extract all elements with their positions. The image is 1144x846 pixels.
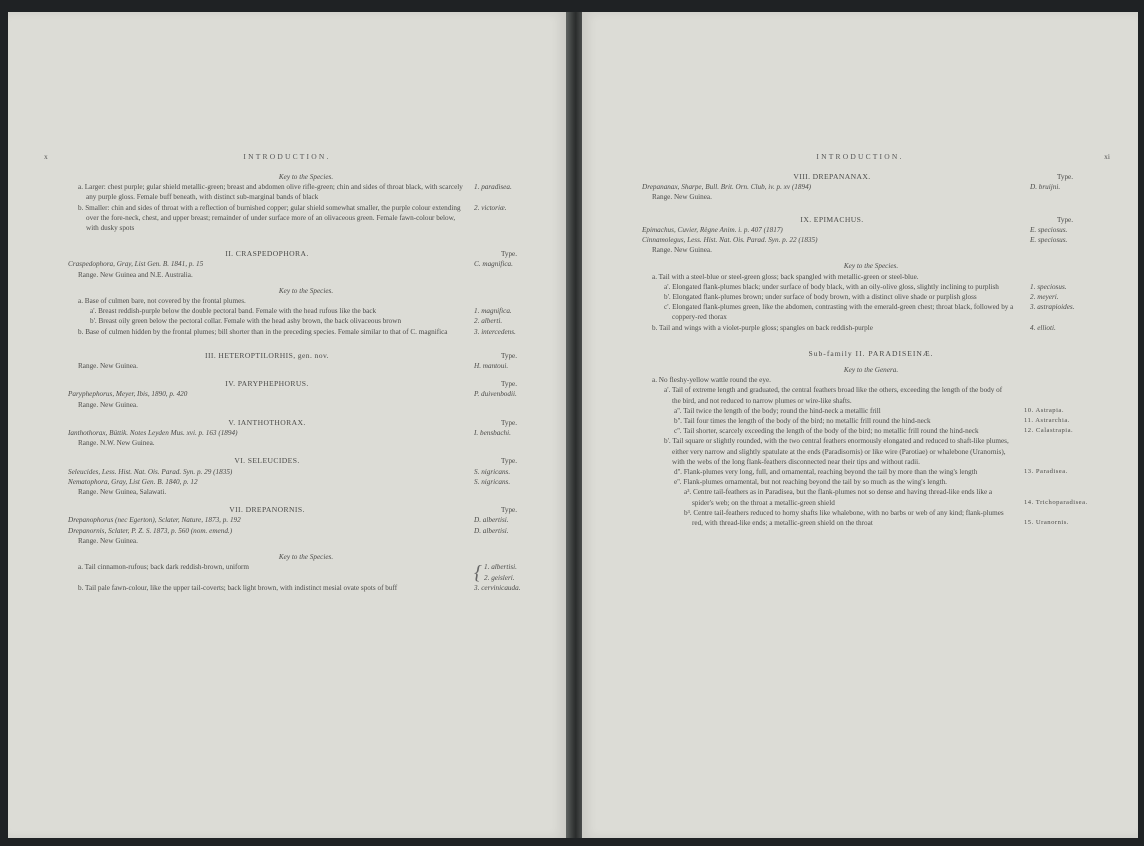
right-content [582, 172, 1138, 528]
genus-key-entry: a³. Centre tail-feathers as in Paradisea, but the flank-plumes not so dense and having thread-like ends like a spider's web; on the throat a metallic-green shield 14. Trichoparadisea. [684, 488, 1088, 507]
range-line: Range. N.W. New Guinea. [78, 439, 155, 448]
book-spine [566, 12, 582, 838]
brace-glyph: { [474, 561, 482, 584]
range-line: Range. New Guinea. H. mantoui. [78, 362, 509, 371]
section-heading-row: III. HETEROPTILORHIS, gen. nov. Type. [205, 350, 518, 360]
key-entry: a. Tail with a steel-blue or steel-green gloss; back spangled with metallic-green or steel-blue. [652, 272, 919, 281]
section-heading-row: IX. EPIMACHUS. Type. [800, 214, 1074, 224]
genus-reference: Paryphephorus, Meyer, Ibis, 1890, p. 420 P. duivenbodii. [68, 390, 517, 399]
section-heading-row: VII. DREPANORNIS. Type. [229, 505, 518, 515]
genus-reference: Epimachus, Cuvier, Règne Anim. i. p. 407 (1817) E. speciosus. [642, 225, 1068, 234]
page-number-left: x [44, 152, 48, 161]
key-title: Key to the Species. [278, 553, 334, 562]
key-title: Key to the Genera. [843, 366, 899, 375]
key-title: Key to the Species. [278, 286, 334, 295]
section-heading-row: V. IANTHOTHORAX. Type. [228, 417, 518, 427]
key-entry: c'. Elongated flank-plumes green, like the abdomen, contrasting with the emerald-green chest; throat black, followed by a coppery-red thorax 3. astrapioides. [664, 303, 1075, 322]
key-entry: a'. Breast reddish-purple below the double pectoral band. Female with the head rufous like the back 1. magnifica. [90, 307, 512, 316]
section-heading-row: IV. PARYPHEPHORUS. Type. [225, 379, 518, 389]
key-entry: b. Tail and wings with a violet-purple gloss; spangles on back reddish-purple 4. ellioti. [652, 323, 1056, 332]
range-line: Range. New Guinea. [78, 536, 138, 545]
key-entry: a. Tail cinnamon-rufous; back dark reddish-brown, uniform { 1. albertisi. 2. geisleri. [78, 561, 517, 584]
genus-reference: Seleucides, Less. Hist. Nat. Ois. Parad. Syn. p. 29 (1835) S. nigricans. [68, 467, 511, 476]
key-title: Key to the Species. [843, 262, 899, 271]
running-head-text: INTRODUCTION. [816, 152, 904, 161]
key-entry: b'. Elongated flank-plumes brown; under surface of body brown, with a distinct olive shade or purplish gloss 2. meyeri. [664, 293, 1059, 302]
genus-key-entry: c''. Tail shorter, scarcely exceeding the length of the body of the bird; no metallic frill round the hind-neck 12. Calastrapia. [674, 427, 1074, 436]
genus-key-entry: a'. Tail of extreme length and graduated, the central feathers broad like the others, exceeding the length of the body of the bird, and not reduced to narrow plumes or wire-like shafts. [664, 386, 1003, 405]
genus-reference: Drepanophorus (nec Egerton), Sclater, Nature, 1873, p. 192 D. albertisi. [68, 516, 509, 525]
range-line: Range. New Guinea and N.E. Australia. [78, 270, 193, 279]
genus-reference: Drepanornis, Sclater, P. Z. S. 1873, p. 560 (nom. emend.) D. albertisi. [68, 526, 509, 535]
genus-reference: Cinnamolegus, Less. Hist. Nat. Ois. Parad. Syn. p. 22 (1835) E. speciosus. [642, 236, 1068, 245]
genus-key-entry: a. No fleshy-yellow wattle round the eye. [652, 376, 771, 385]
key-title: Key to the Species. [278, 173, 334, 181]
left-page [8, 12, 566, 838]
section-heading-row: VIII. DREPANANAX. Type. [793, 172, 1074, 181]
running-head-left [8, 152, 566, 161]
right-page [582, 12, 1138, 838]
left-content [8, 172, 566, 593]
running-head-right [582, 152, 1138, 161]
genus-reference: Craspedophora, Gray, List Gen. B. 1841, p. 15 C. magnifica. [68, 260, 513, 269]
genus-key-entry: e''. Flank-plumes ornamental, but not reaching beyond the tail by so much as the wing's length. [674, 478, 947, 487]
key-entry: b. Smaller: chin and sides of throat with a reflection of burnished copper; gular shield somewhat smaller, the purple colour extending over the fore-neck, chest, and upper breast; remainder of under surface more of an olivaceous green. Female fawn-colour below, with dusky spots 2. victoriæ. [78, 203, 507, 233]
key-entry: b'. Breast oily green below the pectoral collar. Female with the head ashy brown, the back olivaceous brown 2. alberti. [90, 317, 503, 326]
key-entry: a. Base of culmen bare, not covered by the frontal plumes. [78, 297, 246, 306]
genus-key-entry: d''. Flank-plumes very long, full, and ornamental, reaching beyond the tail by more than the wing's length 13. Paradisea. [674, 468, 1068, 477]
key-entry: b. Base of culmen hidden by the frontal plumes; bill shorter than in the preceding species. Female similar to that of C. magnifica 3. intercedens. [78, 327, 516, 336]
section-heading-row: VI. SELEUCIDES. Type. [234, 456, 518, 466]
key-entry: b. Tail pale fawn-colour, like the upper tail-coverts; back light brown, with indistinct mesial ovate spots of buff 3. cervinicauda. [78, 583, 521, 592]
key-entry: a'. Elongated flank-plumes black; under surface of body black, with an oily-olive gloss, slightly inclining to purplish 1. speciosus. [664, 282, 1067, 291]
page-number-right: xi [1104, 152, 1110, 161]
range-line: Range. New Guinea. [78, 400, 138, 409]
genus-key-entry: b''. Tail four times the length of the body of the bird; no metallic frill round the hind-neck 11. Astrarchia. [674, 417, 1070, 426]
section-heading-row: II. CRASPEDOPHORA. Type. [68, 249, 544, 259]
range-line: Range. New Guinea, Salawati. [78, 488, 167, 497]
genus-key-entry: b'. Tail square or slightly rounded, with the two central feathers enormously elongated and reduced to shaft-like plumes, either very narrow and slightly spatulate at the ends (Paradisornis) or like wire (Parotiae) or whalebone (Uranornis), with the webs of the long flank-feathers disconnected near their tips and without radii. [664, 437, 1009, 466]
genus-key-entry: a''. Tail twice the length of the body; round the hind-neck a metallic frill 10. Astrapia. [674, 406, 1065, 415]
running-head-text: INTRODUCTION. [243, 152, 331, 161]
genus-reference: Ianthothorax, Büttik. Notes Leyden Mus. xvi. p. 163 (1894) I. bensbachi. [68, 429, 511, 438]
genus-reference: Drepananax, Sharpe, Bull. Brit. Orn. Club, iv. p. xv (1894) D. bruijni. [642, 183, 1061, 192]
genus-key-entry: b³. Centre tail-feathers reduced to horny shafts like whalebone, with no barbs or web of any kind; flank-plumes red, with thread-like ends; a metallic-green shield on the throat 15. Uranornis. [684, 508, 1069, 528]
range-line: Range. New Guinea. [652, 193, 712, 202]
key-entry: a. Larger: chest purple; gular shield metallic-green; breast and abdomen olive rifle-green; chin and sides of throat black, with scarcely any purple gloss. Female buff beneath, with distinct sub-marginal bands of black 1. paradisea. [78, 183, 512, 202]
subfamily-heading: Sub-family II. PARADISEINÆ. [808, 348, 934, 358]
section-heading: II. CRASPEDOPHORA. [225, 249, 309, 259]
range-line: Range. New Guinea. [652, 246, 712, 255]
genus-reference: Nematophora, Gray, List Gen. B. 1840, p. 12 S. nigricans. [68, 477, 511, 486]
